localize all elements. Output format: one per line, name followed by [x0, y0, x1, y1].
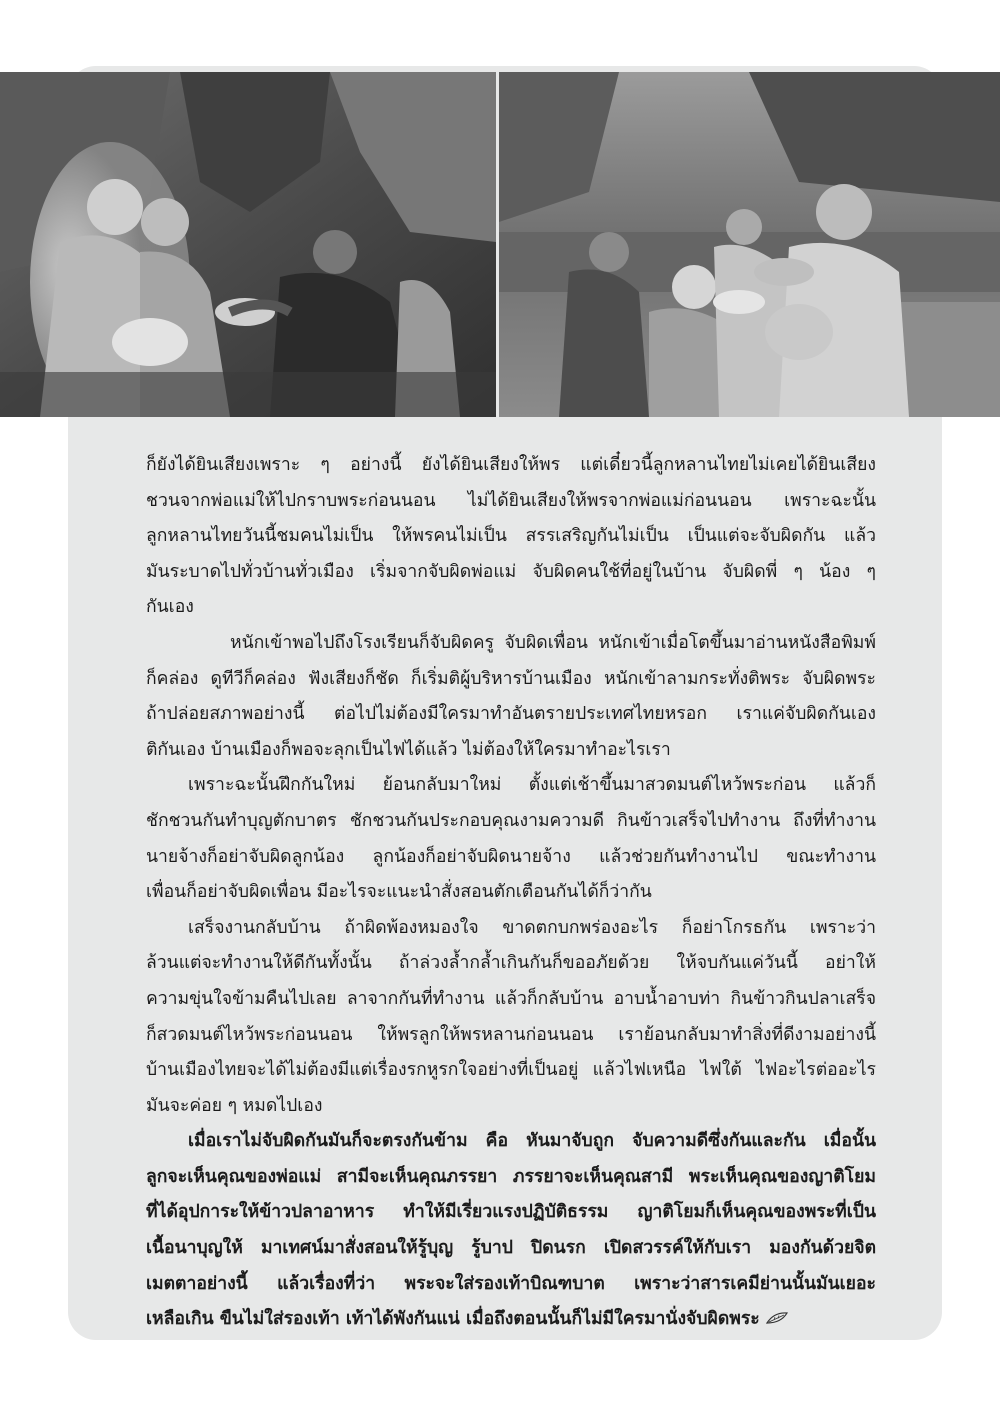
text-line: ที่ได้อุปการะให้ข้าวปลาอาหาร ทำให้มีเรี่ยวแรงปฏิบัติธรรม ญาติโยมก็เห็นคุณของพระที่เป็น — [146, 1202, 876, 1223]
alms-round-photo-left — [0, 72, 496, 417]
text-line: หนักเข้าพอไปถึงโรงเรียนก็จับผิดครู จับผิดเพื่อน หนักเข้าเมื่อโตขึ้นมาอ่านหนังสือพิมพ์ — [230, 632, 876, 653]
paragraph-4 — [146, 911, 876, 1125]
text-line-final-text: เหลือเกิน ขืนไม่ใส่รองเท้า เท้าได้พังกันแน่ เมื่อถึงตอนนั้นก็ไม่มีใครมานั่งจับผิดพระ — [146, 1309, 760, 1330]
text-line: เนื้อนาบุญให้ มาเทศน์มาสั่งสอนให้รู้บุญ รู้บาป ปิดนรก เปิดสวรรค์ให้กับเรา มองกันด้วยจิต — [146, 1238, 876, 1259]
text-line: ถ้าปล่อยสภาพอย่างนี้ ต่อไปไม่ต้องมีใครมาทำอันตรายประเทศไทยหรอก เราแค่จับผิดกันเอง — [146, 704, 876, 725]
paragraph-5 — [146, 1124, 876, 1338]
text-line: ชวนจากพ่อแม่ให้ไปกราบพระก่อนนอน ไม่ได้ยินเสียงให้พรจากพ่อแม่ก่อนนอน เพราะฉะนั้น — [146, 490, 876, 511]
text-line: ติกันเอง บ้านเมืองก็พอจะลุกเป็นไฟได้แล้ว ไม่ต้องให้ใครมาทำอะไรเรา — [146, 739, 671, 760]
text-line: ลูกจะเห็นคุณของพ่อแม่ สามีจะเห็นคุณภรรยา ภรรยาจะเห็นคุณสามี พระเห็นคุณของญาติโยม — [146, 1166, 876, 1187]
text-line: ลูกหลานไทยวันนี้ชมคนไม่เป็น ให้พรคนไม่เป็น สรรเสริญกันไม่เป็น เป็นแต่จะจับผิดกัน แล้ว — [146, 526, 876, 547]
text-line: ชักชวนกันทำบุญตักบาตร ชักชวนกันประกอบคุณงามความดี กินข้าวเสร็จไปทำงาน ถึงที่ทำงาน — [146, 810, 876, 831]
text-line-final — [146, 1302, 876, 1338]
text-line: ความขุ่นใจข้ามคืนไปเลย ลาจากกันที่ทำงาน แล้วก็กลับบ้าน อาบน้ำอาบท่า กินข้าวกินปลาเสร็จ — [146, 988, 876, 1009]
text-line: ก็สวดมนต์ไหว้พระก่อนนอน ให้พรลูกให้พรหลานก่อนนอน เราย้อนกลับมาทำสิ่งที่ดีงามอย่างนี้ — [146, 1024, 876, 1045]
leaf-end-mark-icon — [766, 1311, 788, 1325]
alms-round-photo-right — [499, 72, 1000, 417]
text-line: บ้านเมืองไทยจะได้ไม่ต้องมีแต่เรื่องรกหูรกใจอย่างที่เป็นอยู่ แล้วไฟเหนือ ไฟใต้ ไฟอะไรต่ออะไร — [146, 1060, 876, 1081]
paragraph-3 — [146, 768, 876, 910]
paragraph-2 — [146, 626, 876, 768]
text-line: เมื่อเราไม่จับผิดกันมันก็จะตรงกันข้าม คือ หันมาจับถูก จับความดีซึ่งกันและกัน เมื่อนั้น — [188, 1131, 876, 1152]
text-line: มันระบาดไปทั่วบ้านทั่วเมือง เริ่มจากจับผิดพ่อแม่ จับผิดคนใช้ที่อยู่ในบ้าน จับผิดพี่ ๆ น้อง ๆ — [146, 561, 876, 582]
photo-monks-receiving-alms-right — [499, 72, 1000, 417]
text-line: เพื่อนก็อย่าจับผิดเพื่อน มีอะไรจะแนะนำสั่งสอนตักเตือนกันได้ก็ว่ากัน — [146, 882, 652, 903]
text-line: นายจ้างก็อย่าจับผิดลูกน้อง ลูกน้องก็อย่าจับผิดนายจ้าง แล้วช่วยกันทำงานไป ขณะทำงาน — [146, 846, 876, 867]
text-line: ล้วนแต่จะทำงานให้ดีกันทั้งนั้น ถ้าล่วงล้ำกล้ำเกินกันก็ขออภัยด้วย ให้จบกันแค่วันนี้ อย่าให้ — [146, 953, 876, 974]
text-line: มันจะค่อย ๆ หมดไปเอง — [146, 1095, 323, 1116]
text-line: เพราะฉะนั้นฝึกกันใหม่ ย้อนกลับมาใหม่ ตั้งแต่เช้าขึ้นมาสวดมนต์ไหว้พระก่อน แล้วก็ — [188, 775, 876, 796]
text-line: ก็คล่อง ดูทีวีก็คล่อง ฟังเสียงก็ชัด ก็เริ่มติผู้บริหารบ้านเมือง หนักเข้าลามกระทั่งติพระ จับผิดพระ — [146, 668, 876, 689]
photo-strip — [0, 72, 1000, 417]
text-line: เสร็จงานกลับบ้าน ถ้าผิดพ้องหมองใจ ขาดตกบกพร่องอะไร ก็อย่าโกรธกัน เพราะว่า — [188, 917, 876, 938]
text-line: กันเอง — [146, 597, 194, 618]
paragraph-1 — [146, 448, 876, 626]
text-line: เมตตาอย่างนี้ แล้วเรื่องที่ว่า พระจะใส่รองเท้าบิณฑบาต เพราะว่าสารเคมีย่านนั้นมันเยอะ — [146, 1273, 876, 1294]
photo-monks-receiving-alms-left — [0, 72, 496, 417]
article-body — [146, 448, 876, 1338]
text-line: ก็ยังได้ยินเสียงเพราะ ๆ อย่างนี้ ยังได้ยินเสียงให้พร แต่เดี๋ยวนี้ลูกหลานไทยไม่เคยได้ยินเสียง — [146, 455, 876, 475]
